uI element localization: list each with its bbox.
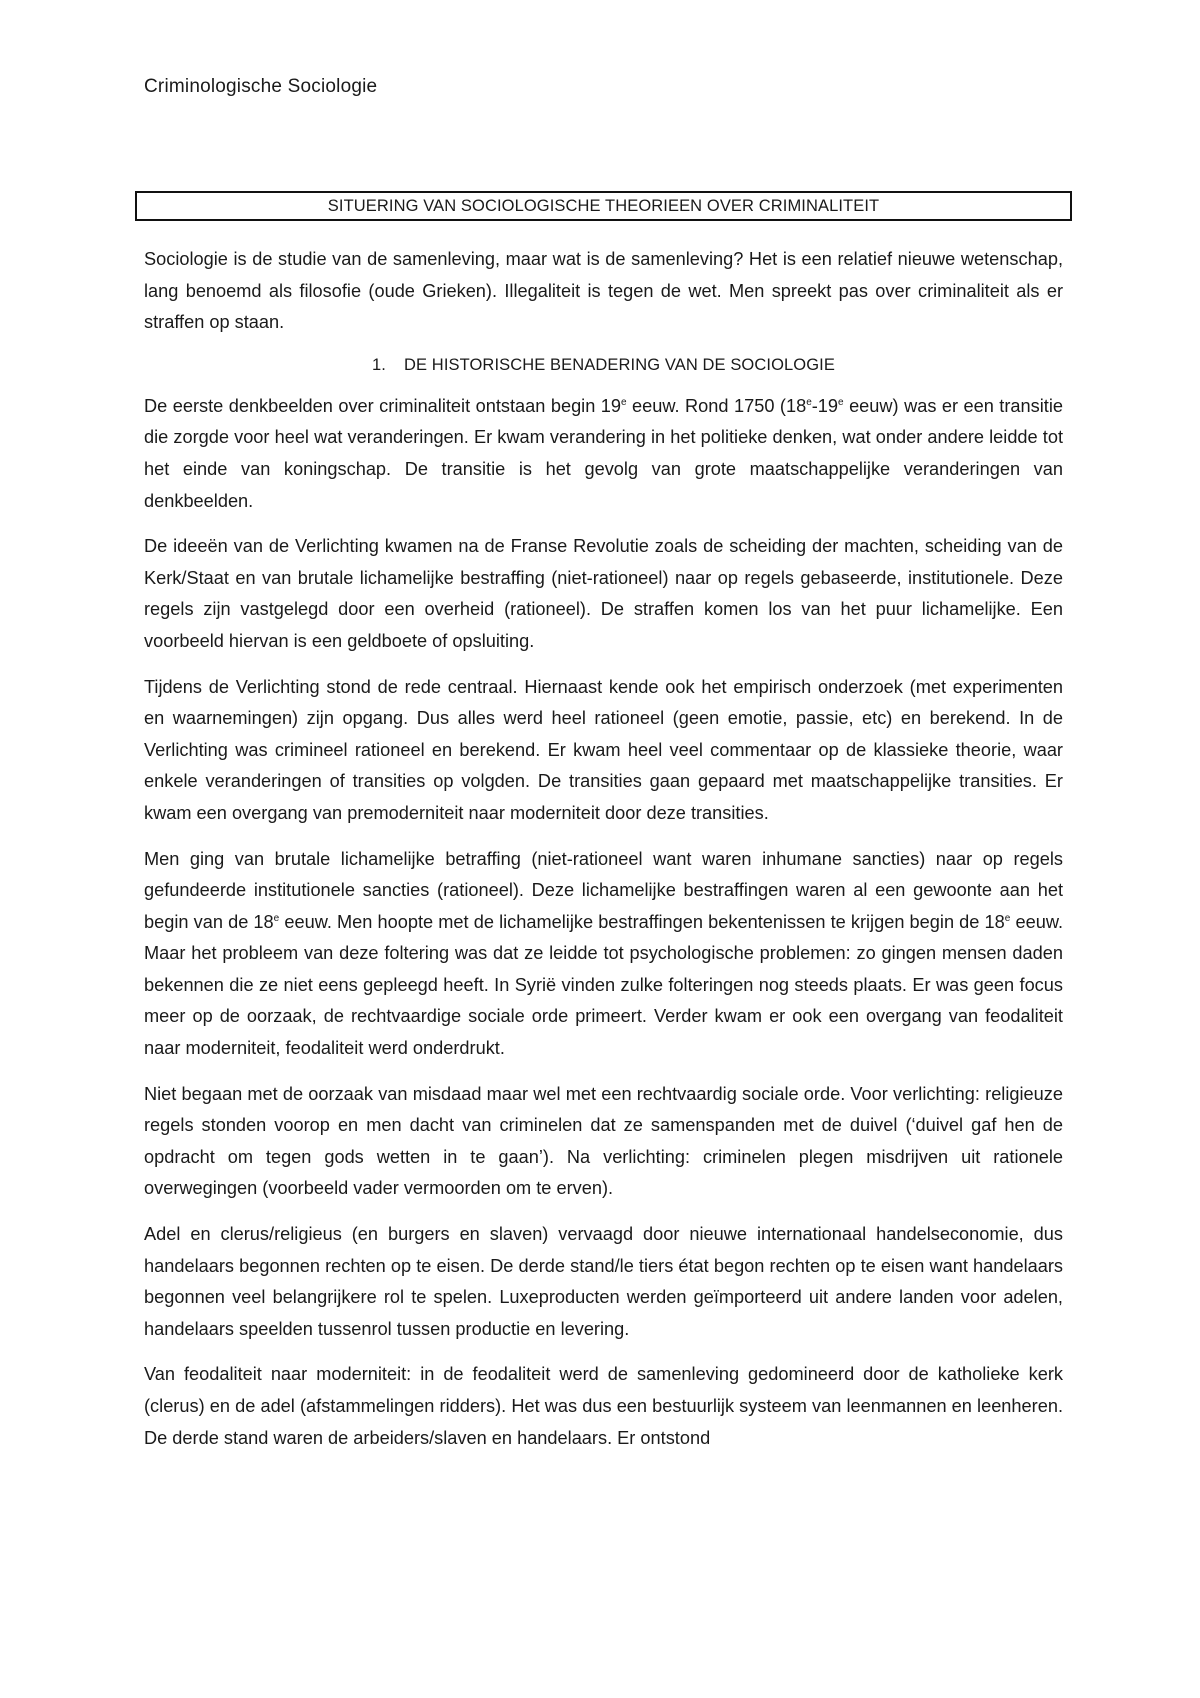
document-body: [144, 244, 1063, 1468]
paragraph-2: De ideeën van de Verlichting kwamen na de Franse Revolutie zoals de scheiding der machten, scheiding van de Kerk/Staat en van brutale lichamelijke bestraffing (niet-rationeel) naar op regels gebaseerde, institutionele. Deze regels zijn vastgelegd door een overheid (rationeel). De straffen komen los van het puur lichamelijke. Een voorbeeld hiervan is een geldboete of opsluiting.: [144, 536, 1063, 651]
paragraph-7: Van feodaliteit naar moderniteit: in de feodaliteit werd de samenleving gedomineerd door de katholieke kerk (clerus) en de adel (afstammelingen ridders). Het was dus een bestuurlijk systeem van leenmannen en leenheren. De derde stand waren de arbeiders/slaven en handelaars. Er ontstond: [144, 1364, 1063, 1448]
section-number: 1.: [372, 355, 386, 374]
section-title: DE HISTORISCHE BENADERING VAN DE SOCIOLOGIE: [404, 355, 835, 374]
document-title-box: [135, 191, 1072, 221]
paragraph-6: Adel en clerus/religieus (en burgers en slaven) vervaagd door nieuwe internationaal handelseconomie, dus handelaars begonnen rechten op te eisen. De derde stand/le tiers état begon rechten op te eisen want handelaars begonnen veel belangrijkere rol te spelen. Luxeproducten werden geïmporteerd uit andere landen voor adelen, handelaars speelden tussenrol tussen productie en levering.: [144, 1224, 1063, 1339]
paragraph-4: Men ging van brutale lichamelijke betraffing (niet-rationeel want waren inhumane sancties) naar op regels gefundeerde institutionele sancties (rationeel). Deze lichamelijke bestraffingen waren al een gewoonte aan het begin van de 18e eeuw. Men hoopte met de lichamelijke bestraffingen bekentenissen te krijgen begin de 18e eeuw. Maar het probleem van deze foltering was dat ze leidde tot psychologische problemen: zo gingen mensen daden bekennen die ze niet eens gepleegd heeft. In Syrië vinden zulke folteringen nog steeds plaats. Er was geen focus meer op de oorzaak, de rechtvaardige sociale orde primeert. Verder kwam er ook een overgang van feodaliteit naar moderniteit, feodaliteit werd onderdrukt.: [144, 848, 1063, 1059]
paragraph-1: De eerste denkbeelden over criminaliteit ontstaan begin 19e eeuw. Rond 1750 (18e-19e eeuw) was er een transitie die zorgde voor heel wat veranderingen. Er kwam verandering in het politieke denken, wat onder andere leidde tot het einde van koningschap. De transitie is het gevolg van grote maatschappelijke veranderingen van denkbeelden.: [144, 395, 1063, 511]
intro-paragraph: Sociologie is de studie van de samenleving, maar wat is de samenleving? Het is een relatief nieuwe wetenschap, lang benoemd als filosofie (oude Grieken). Illegaliteit is tegen de wet. Men spreekt pas over criminaliteit als er straffen op staan.: [144, 249, 1063, 333]
paragraph-5: Niet begaan met de oorzaak van misdaad maar wel met een rechtvaardig sociale orde. Voor verlichting: religieuze regels stonden voorop en men dacht van criminelen dat ze samenspanden met de duivel (‘duivel gaf hen de opdracht om tegen gods wetten in te gaan’). Na verlichting: criminelen plegen misdrijven uit rationele overwegingen (voorbeeld vader vermoorden om te erven).: [144, 1083, 1063, 1199]
section-heading: [144, 353, 1063, 377]
document-title: SITUERING VAN SOCIOLOGISCHE THEORIEEN OVER CRIMINALITEIT: [327, 196, 880, 215]
running-header: Criminologische Sociologie: [144, 76, 378, 97]
paragraph-3: Tijdens de Verlichting stond de rede centraal. Hiernaast kende ook het empirisch onderzoek (met experimenten en waarnemingen) zijn opgang. Dus alles werd heel rationeel (geen emotie, passie, etc) en berekend. In de Verlichting was crimineel rationeel en berekend. Er kwam heel veel commentaar op de klassieke theorie, waar enkele veranderingen of transities op volgden. De transities gaan gepaard met maatschappelijke transities. Er kwam een overgang van premoderniteit naar moderniteit door deze transities.: [144, 676, 1063, 823]
